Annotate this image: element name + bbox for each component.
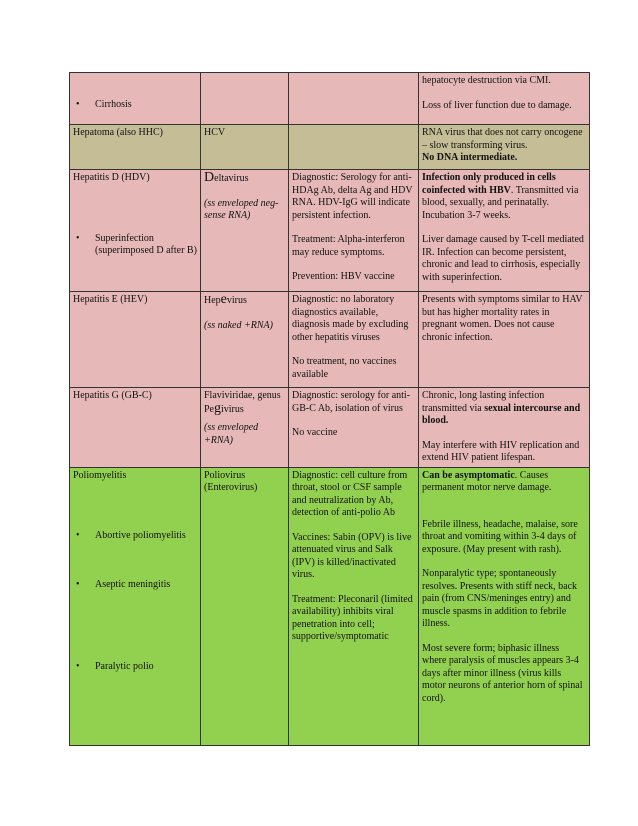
disease-cell: Hepatitis D (HDV) • Superinfection (superimposed D after B) xyxy=(70,170,201,292)
agent-cell: Poliovirus (Enterovirus) xyxy=(201,467,289,745)
virus-table xyxy=(69,72,590,746)
agent-cell: HCV xyxy=(201,125,289,170)
disease-cell: Hepatitis G (GB-C) xyxy=(70,388,201,468)
notes-cell: Can be asymptomatic. Causes permanent motor nerve damage. Febrile illness, headache, malaise, sore throat and vomiting within 3-4 days of exposure. (May present with rash). Nonparalytic type; spontaneously resolves. Presents with stiff neck, back pain (from CNS/meninges entry) and muscle spasms in addition to febrile illness. Most severe form; biphasic illness where paralysis of muscles appears 3-4 days after minor illness (virus kills motor neurons of anterior horn of spinal cord). xyxy=(419,467,590,745)
agent-cell xyxy=(201,73,289,125)
diagnostic-cell: Diagnostic: Serology for anti-HDAg Ab, delta Ag and HDV RNA. HDV-IgG will indicate persistent infection. Treatment: Alpha-interferon may reduce symptoms. Prevention: HBV vaccine xyxy=(289,170,419,292)
agent-cell: Flaviviridae, genus Pegivirus (ss enveloped +RNA) xyxy=(201,388,289,468)
table-row-hev xyxy=(70,292,590,388)
diagnostic-cell xyxy=(289,73,419,125)
agent-cell: Deltavirus (ss enveloped neg-sense RNA) xyxy=(201,170,289,292)
notes-cell: Chronic, long lasting infection transmitted via sexual intercourse and blood. May interfere with HIV replication and extend HIV patient lifespan. xyxy=(419,388,590,468)
disease-subtype: • Abortive poliomyelitis xyxy=(73,530,197,543)
disease-cell: Hepatitis E (HEV) xyxy=(70,292,201,388)
disease-cell xyxy=(70,73,201,125)
table-row-hdv xyxy=(70,170,590,292)
table-row-polio xyxy=(70,467,590,745)
disease-cirrhosis: • Cirrhosis xyxy=(73,99,197,112)
notes-cell: Infection only produced in cells coinfected with HBV. Transmitted via blood, sexually, and perinatally. Incubation 3-7 weeks. Liver damage caused by T-cell mediated IR. Infection can become persistent, chronic and lead to cirrhosis, especially with superinfection. xyxy=(419,170,590,292)
diagnostic-cell: Diagnostic: cell culture from throat, stool or CSF sample and neutralization by Ab, detection of anti-polio Ab Vaccines: Sabin (OPV) is live attenuated virus and Salk (IPV) is killed/inactivated virus. Treatment: Pleconaril (limited availability) inhibits viral penetration into cell; supportive/symptomatic xyxy=(289,467,419,745)
diagnostic-cell: Diagnostic: serology for anti-GB-C Ab, isolation of virus No vaccine xyxy=(289,388,419,468)
diagnostic-cell xyxy=(289,125,419,170)
table-row-hgv xyxy=(70,388,590,468)
table-row-hepatoma xyxy=(70,125,590,170)
notes-cell: hepatocyte destruction via CMI. Loss of liver function due to damage. xyxy=(419,73,590,125)
disease-subtype: • Paralytic polio xyxy=(73,661,197,674)
diagnostic-cell: Diagnostic: no laboratory diagnostics available, diagnosis made by excluding other hepatitis viruses No treatment, no vaccines available xyxy=(289,292,419,388)
notes-cell: RNA virus that does not carry oncogene – slow transforming virus. No DNA intermediate. xyxy=(419,125,590,170)
disease-cell: Hepatoma (also HHC) xyxy=(70,125,201,170)
table-row-cirrhosis xyxy=(70,73,590,125)
disease-subtype: • Superinfection (superimposed D after B) xyxy=(73,233,197,258)
disease-subtype: • Aseptic meningitis xyxy=(73,579,197,592)
agent-cell: Hepevirus (ss naked +RNA) xyxy=(201,292,289,388)
disease-cell: Poliomyelitis • Abortive poliomyelitis • Aseptic meningitis • Paralytic polio xyxy=(70,467,201,745)
notes-cell: Presents with symptoms similar to HAV but has higher mortality rates in pregnant women. Does not cause chronic infection. xyxy=(419,292,590,388)
